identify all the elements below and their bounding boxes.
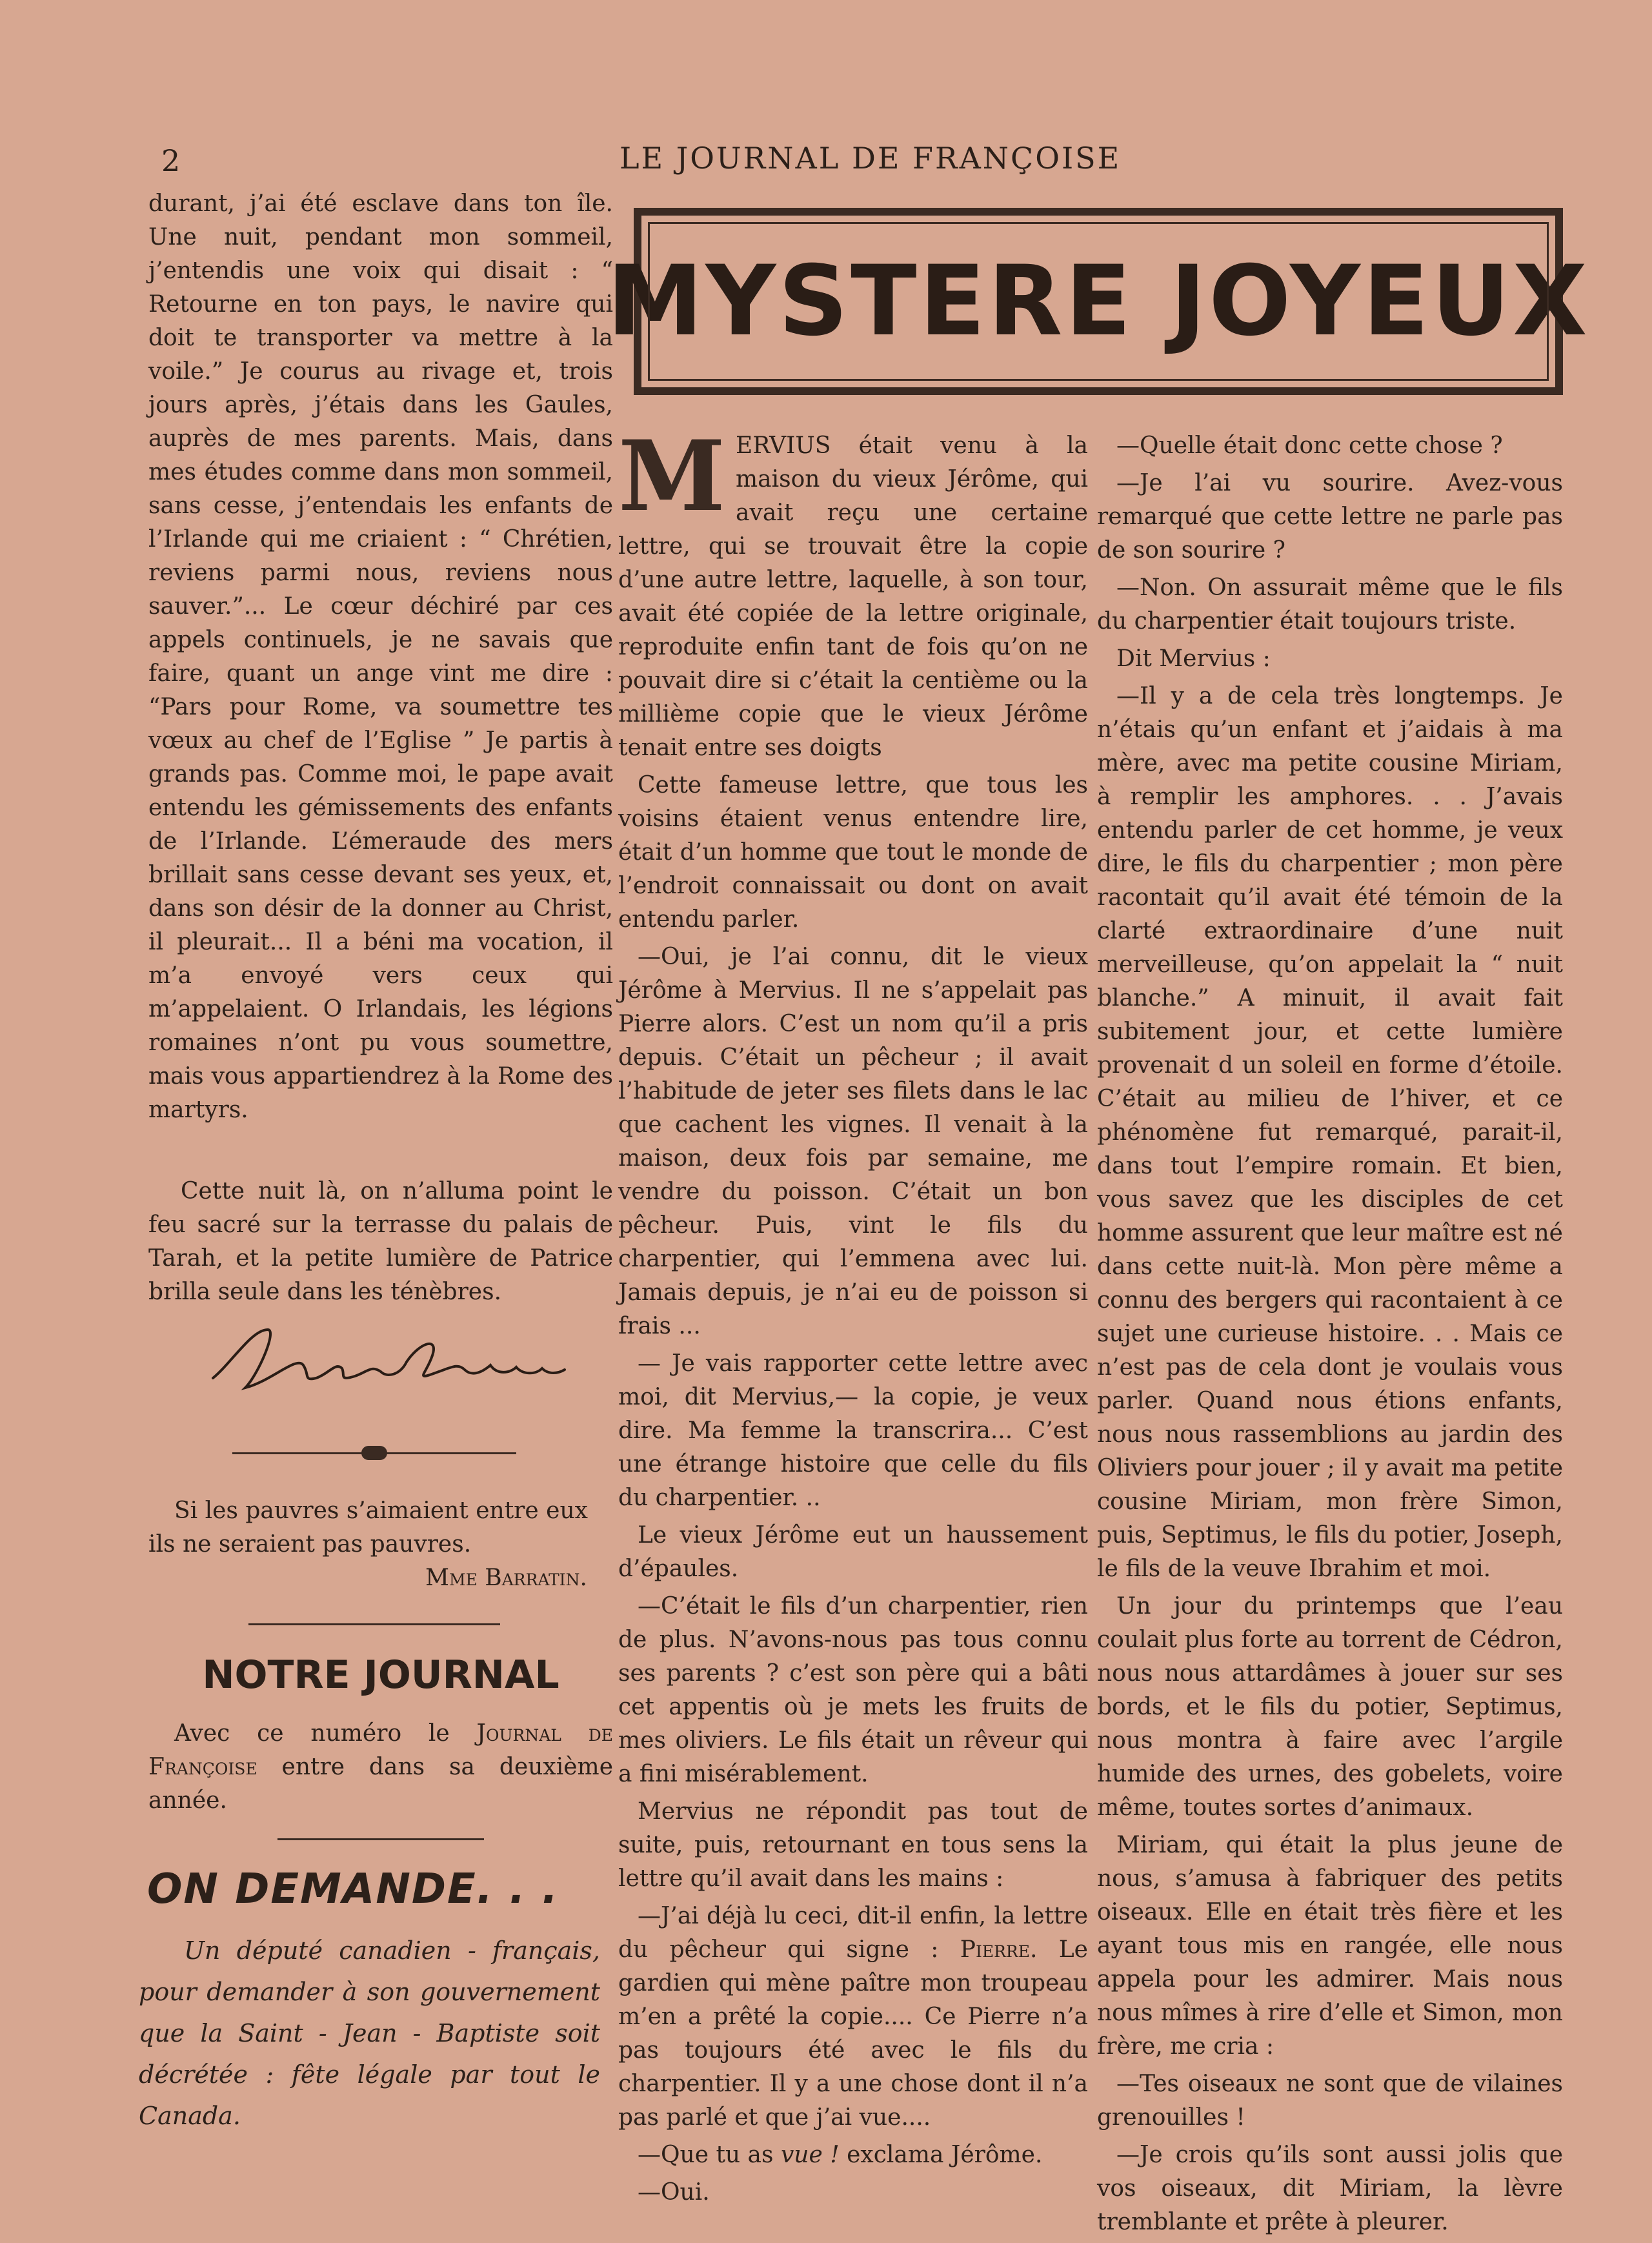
col3-paragraph-4: Dit Mervius : xyxy=(1116,645,1271,672)
col2-paragraph-10: —Oui. xyxy=(638,2179,710,2206)
col1-paragraph-2: Cette nuit là, on n’alluma point le feu sacré sur la terrasse du palais de Tarah, et la petite lumière de Patrice brilla seule dans les ténèbres. xyxy=(148,1178,613,1305)
quote-block xyxy=(148,1494,613,1595)
quote-author: Mme Barratin. xyxy=(425,1565,587,1591)
story-title: MYSTERE JOYEUX xyxy=(607,245,1590,358)
notre-journal-heading: NOTRE JOURNAL xyxy=(202,1652,559,1698)
notre-journal-text-a: Avec ce numéro le xyxy=(174,1720,477,1747)
divider-3 xyxy=(277,1838,484,1840)
col2-paragraph-7: Mervius ne répondit pas tout de suite, puis, retournant en tous sens la lettre qu’il avait dans les mains : xyxy=(618,1798,1088,1892)
col3-paragraph-9: —Je crois qu’ils sont aussi jolis que vos oiseaux, dit Miriam, la lèvre tremblante et prête à pleurer. xyxy=(1097,2142,1563,2235)
col2-p9-emphasis: vue ! xyxy=(780,2142,840,2168)
col3-paragraph-7: Miriam, qui était la plus jeune de nous, s’amusa à fabriquer des petits oiseaux. Elle en était très fière et les ayant tous mis en rangée, elle nous appela pour les admirer. Mais nous nous mîmes à rire d’elle et Simon, mon frère, me cria : xyxy=(1097,1832,1563,2060)
signature-graphic xyxy=(206,1317,568,1407)
journal-title: LE JOURNAL DE FRANÇOISE xyxy=(620,141,1122,176)
divider-2 xyxy=(248,1623,500,1625)
col2-p9-a: —Que tu as xyxy=(638,2142,781,2168)
drop-cap: M xyxy=(618,420,726,533)
column-2 xyxy=(618,420,1088,2213)
col2-p8-signature: Pierre xyxy=(960,1936,1030,1963)
column-1 xyxy=(148,187,613,1131)
notre-journal-text-b: entre dans sa deuxième année. xyxy=(148,1754,613,1814)
story-title-box xyxy=(607,208,1590,395)
col2-p9-b: exclama Jérôme. xyxy=(839,2142,1043,2168)
ornament-divider-dots xyxy=(361,1446,387,1460)
col2-p1-text: ERVIUS était venu à la maison du vieux Jérôme, qui avait reçu une certaine lettre, qui se trouvait être la copie d’une autre lettre, laquelle, à son tour, avait été copiée de la lettre originale, reproduite enfin tant de fois qu’on ne pouvait dire si c’était la centième ou la millième copie que le vieux Jérôme tenait entre ses doigts xyxy=(618,432,1088,761)
notre-journal-text xyxy=(148,1717,613,1818)
col2-paragraph-8 xyxy=(618,1900,1088,2135)
column-3 xyxy=(1097,429,1563,2243)
col2-p8-a: —J’ai déjà lu ceci, dit-il enfin, la lettre du pêcheur qui signe : xyxy=(618,1903,1088,1963)
col2-paragraph-1 xyxy=(618,420,1088,765)
col2-paragraph-6: —C’était le fils d’un charpentier, rien de plus. N’avons-nous pas tous connu ses parents ? c’est son père qui a bâti cet appentis où je mets les fruits de mes oliviers. Le fils était un rêveur qui a fini misérablement. xyxy=(618,1593,1088,1787)
on-demande-text: Un député canadien - français, pour demander à son gouvernement que la Saint - Jean - Baptiste soit décrétée : fête légale par tout le Canada. xyxy=(139,1936,600,2130)
col3-paragraph-6: Un jour du printemps que l’eau coulait plus forte au torrent de Cédron, nous nous attardâmes à jouer sur ses bords, et le fils du potier, Septimus, nous montra à faire avec l’argile humide des urnes, des gobelets, voire même, toutes sortes d’animaux. xyxy=(1097,1593,1563,1821)
col3-paragraph-3: —Non. On assurait même que le fils du charpentier était toujours triste. xyxy=(1097,574,1563,634)
col2-paragraph-3: —Oui, je l’ai connu, dit le vieux Jérôme à Mervius. Il ne s’appelait pas Pierre alors. C’est un nom qu’il a pris depuis. C’était un pêcheur ; il avait l’habitude de jeter ses filets dans le lac que cachent les vignes. Il venait à la maison, deux fois par semaine, me vendre du poisson. C’était un bon pêcheur. Puis, vint le fils du charpentier, qui l’emmena avec lui. Jamais depuis, je n’ai eu de poisson si frais ... xyxy=(618,944,1088,1339)
col3-paragraph-1: —Quelle était donc cette chose ? xyxy=(1116,432,1503,459)
col3-paragraph-8: —Tes oiseaux ne sont que de vilaines grenouilles ! xyxy=(1097,2071,1563,2131)
col2-paragraph-5: Le vieux Jérôme eut un haussement d’épaules. xyxy=(618,1522,1088,1582)
on-demande-heading: ON DEMANDE. . . xyxy=(147,1865,559,1913)
quote-text: Si les pauvres s’aimaient entre eux ils ne seraient pas pauvres. xyxy=(148,1497,588,1558)
col1-paragraph-1: durant, j’ai été esclave dans ton île. Une nuit, pendant mon sommeil, j’entendis une voix qui disait : “ Retourne en ton pays, le navire qui doit te transporter va mettre à la voile.” Je courus au rivage et, trois jours après, j’étais dans les Gaules, auprès de mes parents. Mais, dans mes études comme dans mon sommeil, sans cesse, j’entendais les enfants de l’Irlande qui me criaient : “ Chrétien, reviens parmi nous, reviens nous sauver.”... Le cœur déchiré par ces appels continuels, je ne savais que faire, quant un ange vint me dire : “Pars pour Rome, va soumettre tes vœux au chef de l’Eglise ” Je partis à grands pas. Comme moi, le pape avait entendu les gémissements des enfants de l’Irlande. L’émeraude des mers brillait sans cesse devant ses yeux, et, dans son désir de la donner au Christ, il pleurait... Il a béni ma vocation, il m’a envoyé vers ceux qui m’appelaient. O Irlandais, les légions romaines n’ont pu vous soumettre, mais vous appartiendrez à la Rome des martyrs. xyxy=(148,190,613,1123)
col3-paragraph-5: —Il y a de cela très longtemps. Je n’étais qu’un enfant et j’aidais à ma mère, avec ma petite cousine Miriam, à remplir les amphores. . . J’avais entendu parler de cet homme, je veux dire, le fils du charpentier ; mon père racontait qu’il avait été témoin de la clarté extraordinaire d’une nuit merveilleuse, qu’on appelait la “ nuit blanche.” A minuit, il avait fait subitement jour, et cette lumière provenait d un soleil en forme d’étoile. C’était au milieu de l’hiver, et ce phénomène fut remarqué, parait-il, dans tout l’empire romain. Et bien, vous savez que les disciples de cet homme assurent que leur maître est né dans cette nuit-là. Mon père même a connu des bergers qui racontaient à ce sujet une curieuse histoire. . . Mais ce n’est pas de cela dont je voulais vous parler. Quand nous étions enfants, nous nous rassemblions au jardin des Oliviers pour jouer ; il y avait ma petite cousine Miriam, mon frère Simon, puis, Septimus, le fils du potier, Joseph, le fils de la veuve Ibrahim et moi. xyxy=(1097,683,1563,1582)
col2-paragraph-2: Cette fameuse lettre, que tous les voisins étaient venus entendre lire, était d’un homme que tout le monde de l’endroit connaissait ou dont on avait entendu parler. xyxy=(618,772,1088,933)
page-number: 2 xyxy=(161,143,181,178)
journal-name: Journal de Françoise xyxy=(148,1720,613,1780)
col2-paragraph-9 xyxy=(618,2138,1088,2172)
col2-paragraph-4: — Je vais rapporter cette lettre avec moi, dit Mervius,— la copie, je veux dire. Ma femme la transcrira... C’est une étrange histoire que celle du fils du charpentier. .. xyxy=(618,1350,1088,1511)
col2-p8-b: . Le gardien qui mène paître mon troupeau m’en a prêté la copie.... Ce Pierre n’a pas toujours été avec le fils du charpentier. Il y a une chose dont il n’a pas parlé et que j’ai vue.... xyxy=(618,1936,1088,2131)
col3-paragraph-2: —Je l’ai vu sourire. Avez-vous remarqué que cette lettre ne parle pas de son sourire ? xyxy=(1097,470,1563,563)
